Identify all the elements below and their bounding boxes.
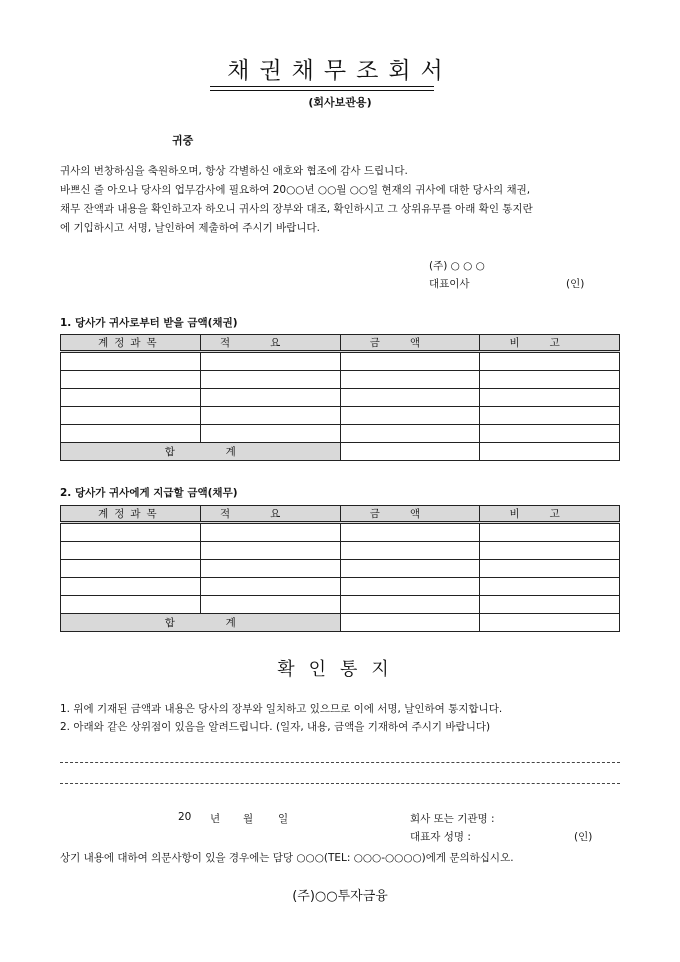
title-underline-double bbox=[210, 90, 434, 91]
table-header-row bbox=[61, 506, 620, 523]
table-cell[interactable] bbox=[340, 523, 480, 542]
table-cell[interactable] bbox=[61, 578, 201, 596]
header-summary bbox=[200, 506, 340, 523]
table-cell[interactable] bbox=[480, 352, 620, 371]
recipient-label: 귀중 bbox=[172, 134, 194, 147]
discrepancy-line-2[interactable] bbox=[60, 783, 620, 784]
table-row bbox=[61, 578, 620, 596]
table-cell[interactable] bbox=[340, 425, 480, 443]
table-row bbox=[61, 560, 620, 578]
total-remark-cell[interactable] bbox=[480, 614, 620, 632]
confirm-line-1: 1. 위에 기재된 금액과 내용은 당사의 장부와 일치하고 있으므로 이에 서명, 날인하여 통지합니다. bbox=[60, 703, 503, 715]
table-row bbox=[61, 523, 620, 542]
table-cell[interactable] bbox=[480, 560, 620, 578]
table-cell[interactable] bbox=[480, 407, 620, 425]
table-header-row bbox=[61, 335, 620, 352]
header-remark-label: 비고 bbox=[509, 337, 590, 349]
table-row bbox=[61, 542, 620, 560]
table-cell[interactable] bbox=[340, 560, 480, 578]
table-row bbox=[61, 407, 620, 425]
section1-title: 1. 당사가 귀사로부터 받을 금액(채권) bbox=[60, 317, 238, 329]
table-cell[interactable] bbox=[61, 425, 201, 443]
table-cell[interactable] bbox=[480, 596, 620, 614]
date-day-label: 일 bbox=[278, 813, 289, 825]
date-year-label: 년 bbox=[210, 813, 221, 825]
header-summary-label: 적요 bbox=[219, 337, 321, 349]
total-amount-cell[interactable] bbox=[340, 614, 480, 632]
receivables-table bbox=[60, 334, 620, 461]
total-amount-cell[interactable] bbox=[340, 443, 480, 461]
total-label-2: 계 bbox=[225, 446, 236, 458]
representative-label: 대표자 성명 : bbox=[410, 831, 471, 843]
table-cell[interactable] bbox=[200, 578, 340, 596]
header-amount bbox=[340, 506, 480, 523]
table-cell[interactable] bbox=[61, 352, 201, 371]
ceo-label: 대표이사 bbox=[429, 278, 470, 290]
total-label-1: 합 bbox=[164, 446, 175, 458]
table-row bbox=[61, 389, 620, 407]
table-cell[interactable] bbox=[61, 560, 201, 578]
table-cell[interactable] bbox=[200, 560, 340, 578]
table-cell[interactable] bbox=[200, 389, 340, 407]
table-cell[interactable] bbox=[200, 425, 340, 443]
header-amount bbox=[340, 335, 480, 352]
table-cell[interactable] bbox=[61, 389, 201, 407]
header-remark-label: 비고 bbox=[509, 508, 590, 520]
table-cell[interactable] bbox=[340, 578, 480, 596]
table-cell[interactable] bbox=[61, 523, 201, 542]
header-amount-label: 금액 bbox=[369, 337, 451, 349]
footer-company: (주)○○투자금융 bbox=[292, 889, 388, 904]
table-row bbox=[61, 352, 620, 371]
total-label-1: 합 bbox=[164, 617, 175, 629]
table-cell[interactable] bbox=[200, 523, 340, 542]
table-cell[interactable] bbox=[340, 542, 480, 560]
company-name: (주) ○ ○ ○ bbox=[429, 260, 485, 272]
table-cell[interactable] bbox=[200, 596, 340, 614]
table-cell[interactable] bbox=[200, 407, 340, 425]
table-cell[interactable] bbox=[200, 371, 340, 389]
table-cell[interactable] bbox=[340, 407, 480, 425]
body-line-2: 채무 잔액과 내용을 확인하고자 하오니 귀사의 장부와 대조, 확인하시고 그 상위유무를 아래 확인 통지란 bbox=[60, 203, 533, 215]
table-cell[interactable] bbox=[480, 371, 620, 389]
ceo-seal: (인) bbox=[566, 278, 585, 290]
payables-table bbox=[60, 505, 620, 632]
total-row bbox=[61, 614, 620, 632]
table-cell[interactable] bbox=[480, 523, 620, 542]
header-summary-label: 적요 bbox=[219, 508, 321, 520]
document-title: 채권채무조회서 bbox=[227, 58, 453, 84]
table-cell[interactable] bbox=[340, 389, 480, 407]
table-cell[interactable] bbox=[340, 596, 480, 614]
title-underline bbox=[210, 86, 434, 87]
total-remark-cell[interactable] bbox=[480, 443, 620, 461]
confirm-seal: (인) bbox=[574, 831, 593, 843]
inquiry-text: 상기 내용에 대하여 의문사항이 있을 경우에는 담당 ○○○(TEL: ○○○-○○○○)에게 문의하십시오. bbox=[60, 852, 514, 864]
discrepancy-line-1[interactable] bbox=[60, 762, 620, 763]
confirm-title: 확인통지 bbox=[277, 659, 403, 680]
header-amount-label: 금액 bbox=[369, 508, 451, 520]
date-year: 20 bbox=[178, 811, 192, 823]
table-cell[interactable] bbox=[480, 389, 620, 407]
table-row bbox=[61, 425, 620, 443]
table-row bbox=[61, 371, 620, 389]
document-subtitle: (회사보관용) bbox=[308, 96, 372, 109]
date-month-label: 월 bbox=[243, 813, 254, 825]
confirm-line-2: 2. 아래와 같은 상위점이 있음을 알려드립니다. (일자, 내용, 금액을 기재하여 주시기 바랍니다) bbox=[60, 721, 491, 733]
table-cell[interactable] bbox=[61, 542, 201, 560]
header-remark bbox=[480, 335, 620, 352]
table-cell[interactable] bbox=[200, 352, 340, 371]
greeting-text: 귀사의 번창하심을 축원하오며, 항상 각별하신 애호와 협조에 감사 드립니다. bbox=[60, 165, 408, 177]
total-row bbox=[61, 443, 620, 461]
table-cell[interactable] bbox=[480, 542, 620, 560]
header-account: 계정과목 bbox=[61, 335, 201, 352]
table-cell[interactable] bbox=[61, 596, 201, 614]
table-cell[interactable] bbox=[340, 352, 480, 371]
table-cell[interactable] bbox=[61, 407, 201, 425]
table-cell[interactable] bbox=[340, 371, 480, 389]
total-label-cell bbox=[61, 614, 341, 632]
header-account: 계정과목 bbox=[61, 506, 201, 523]
total-label-2: 계 bbox=[225, 617, 236, 629]
header-summary bbox=[200, 335, 340, 352]
section2-title: 2. 당사가 귀사에게 지급할 금액(채무) bbox=[60, 487, 238, 499]
body-line-1: 바쁘신 줄 아오나 당사의 업무감사에 필요하여 20○○년 ○○월 ○○일 현재의 귀사에 대한 당사의 채권, bbox=[60, 184, 531, 196]
table-cell[interactable] bbox=[200, 542, 340, 560]
total-label-cell bbox=[61, 443, 341, 461]
table-cell[interactable] bbox=[61, 371, 201, 389]
company-label: 회사 또는 기관명 : bbox=[410, 813, 495, 825]
table-cell[interactable] bbox=[480, 578, 620, 596]
header-remark bbox=[480, 506, 620, 523]
body-line-3: 에 기입하시고 서명, 날인하여 제출하여 주시기 바랍니다. bbox=[60, 222, 320, 234]
table-cell[interactable] bbox=[480, 425, 620, 443]
table-row bbox=[61, 596, 620, 614]
